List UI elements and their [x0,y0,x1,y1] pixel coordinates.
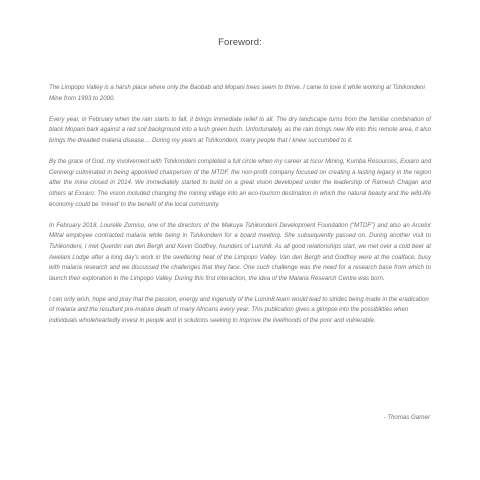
paragraph-intro: The Limpopo Valley is a harsh place where only the Baobab and Mopani trees seem to thrive. I came to love it while working at Tshikondeni Mine from 1993 to 2000. [49,84,425,102]
page-title: Foreword: [218,37,262,48]
author-signature: - Thomas Garner [383,414,430,421]
paragraph-rain: Every year, in February when the rain starts to fall, it brings immediate relief to all. The dry landscape turns from the familiar combination of black Mopani bark against a red soil background into a lush green bush. Unfortunately, as the rain brings new life into this remote area, it also brings the dreaded malaria disease… During my years at Tshikondeni, many people that I knew succumbed to it. [49,115,431,144]
paragraph-involvement: By the grace of God, my involvement with Tshikondeni completed a full circle when my career at Iscor Mining, Kumba Resources, Exxaro and Cennergi culminated in being appointed chairperson of the MTDF, the non-profit company focused on creating a lasting legacy in the region after the mine closed in 2014. We immediately started to build on a great vision developed under the leadership of Ramesh Chagan and others at Exxaro: The vision included changing the mining village into an eco-tourism destination in which the natural beauty and the wild-life economy could be ‘mined’ to the benefit of the local community. [49,158,431,208]
paragraph-hope: I can only wish, hope and pray that the passion, energy and ingenuity of the Lumin8 team would lead to strides being made in the eradication of malaria and the resultant pre-mature death of many Africans every year. This publication gives a glimpse into the possibilities when individuals wholeheartedly invest in people and in solutions seeking to improve the livelihoods of the poor and vulnerable. [49,295,429,325]
foreword-body [49,83,431,337]
paragraph-research-centre: In February 2018, Lourelle Zomiso, one of the directors of the Makuya Tshikondeni Development Foundation (“MTDF”) and also an Arcelor Mittal employee contracted malaria while being in Tshikondeni for a board meeting. She subsequently passed on. During another visit to Tshikondeni, I met Quentin van den Bergh and Kevin Godfrey, founders of Lumin8. As all good relationships start, we met over a cold beer at Awelani Lodge after a long day’s work in the sweltering heat of the Limpopo Valley. Van den Bergh and Godfrey were at the coalface, busy with malaria research and we discussed the challenges that they face. One such challenge was the need for a research base from which to launch their exploration in the Limpopo Valley. During this first interaction, the idea of the Malaria Research Centre was born. [49,221,431,282]
